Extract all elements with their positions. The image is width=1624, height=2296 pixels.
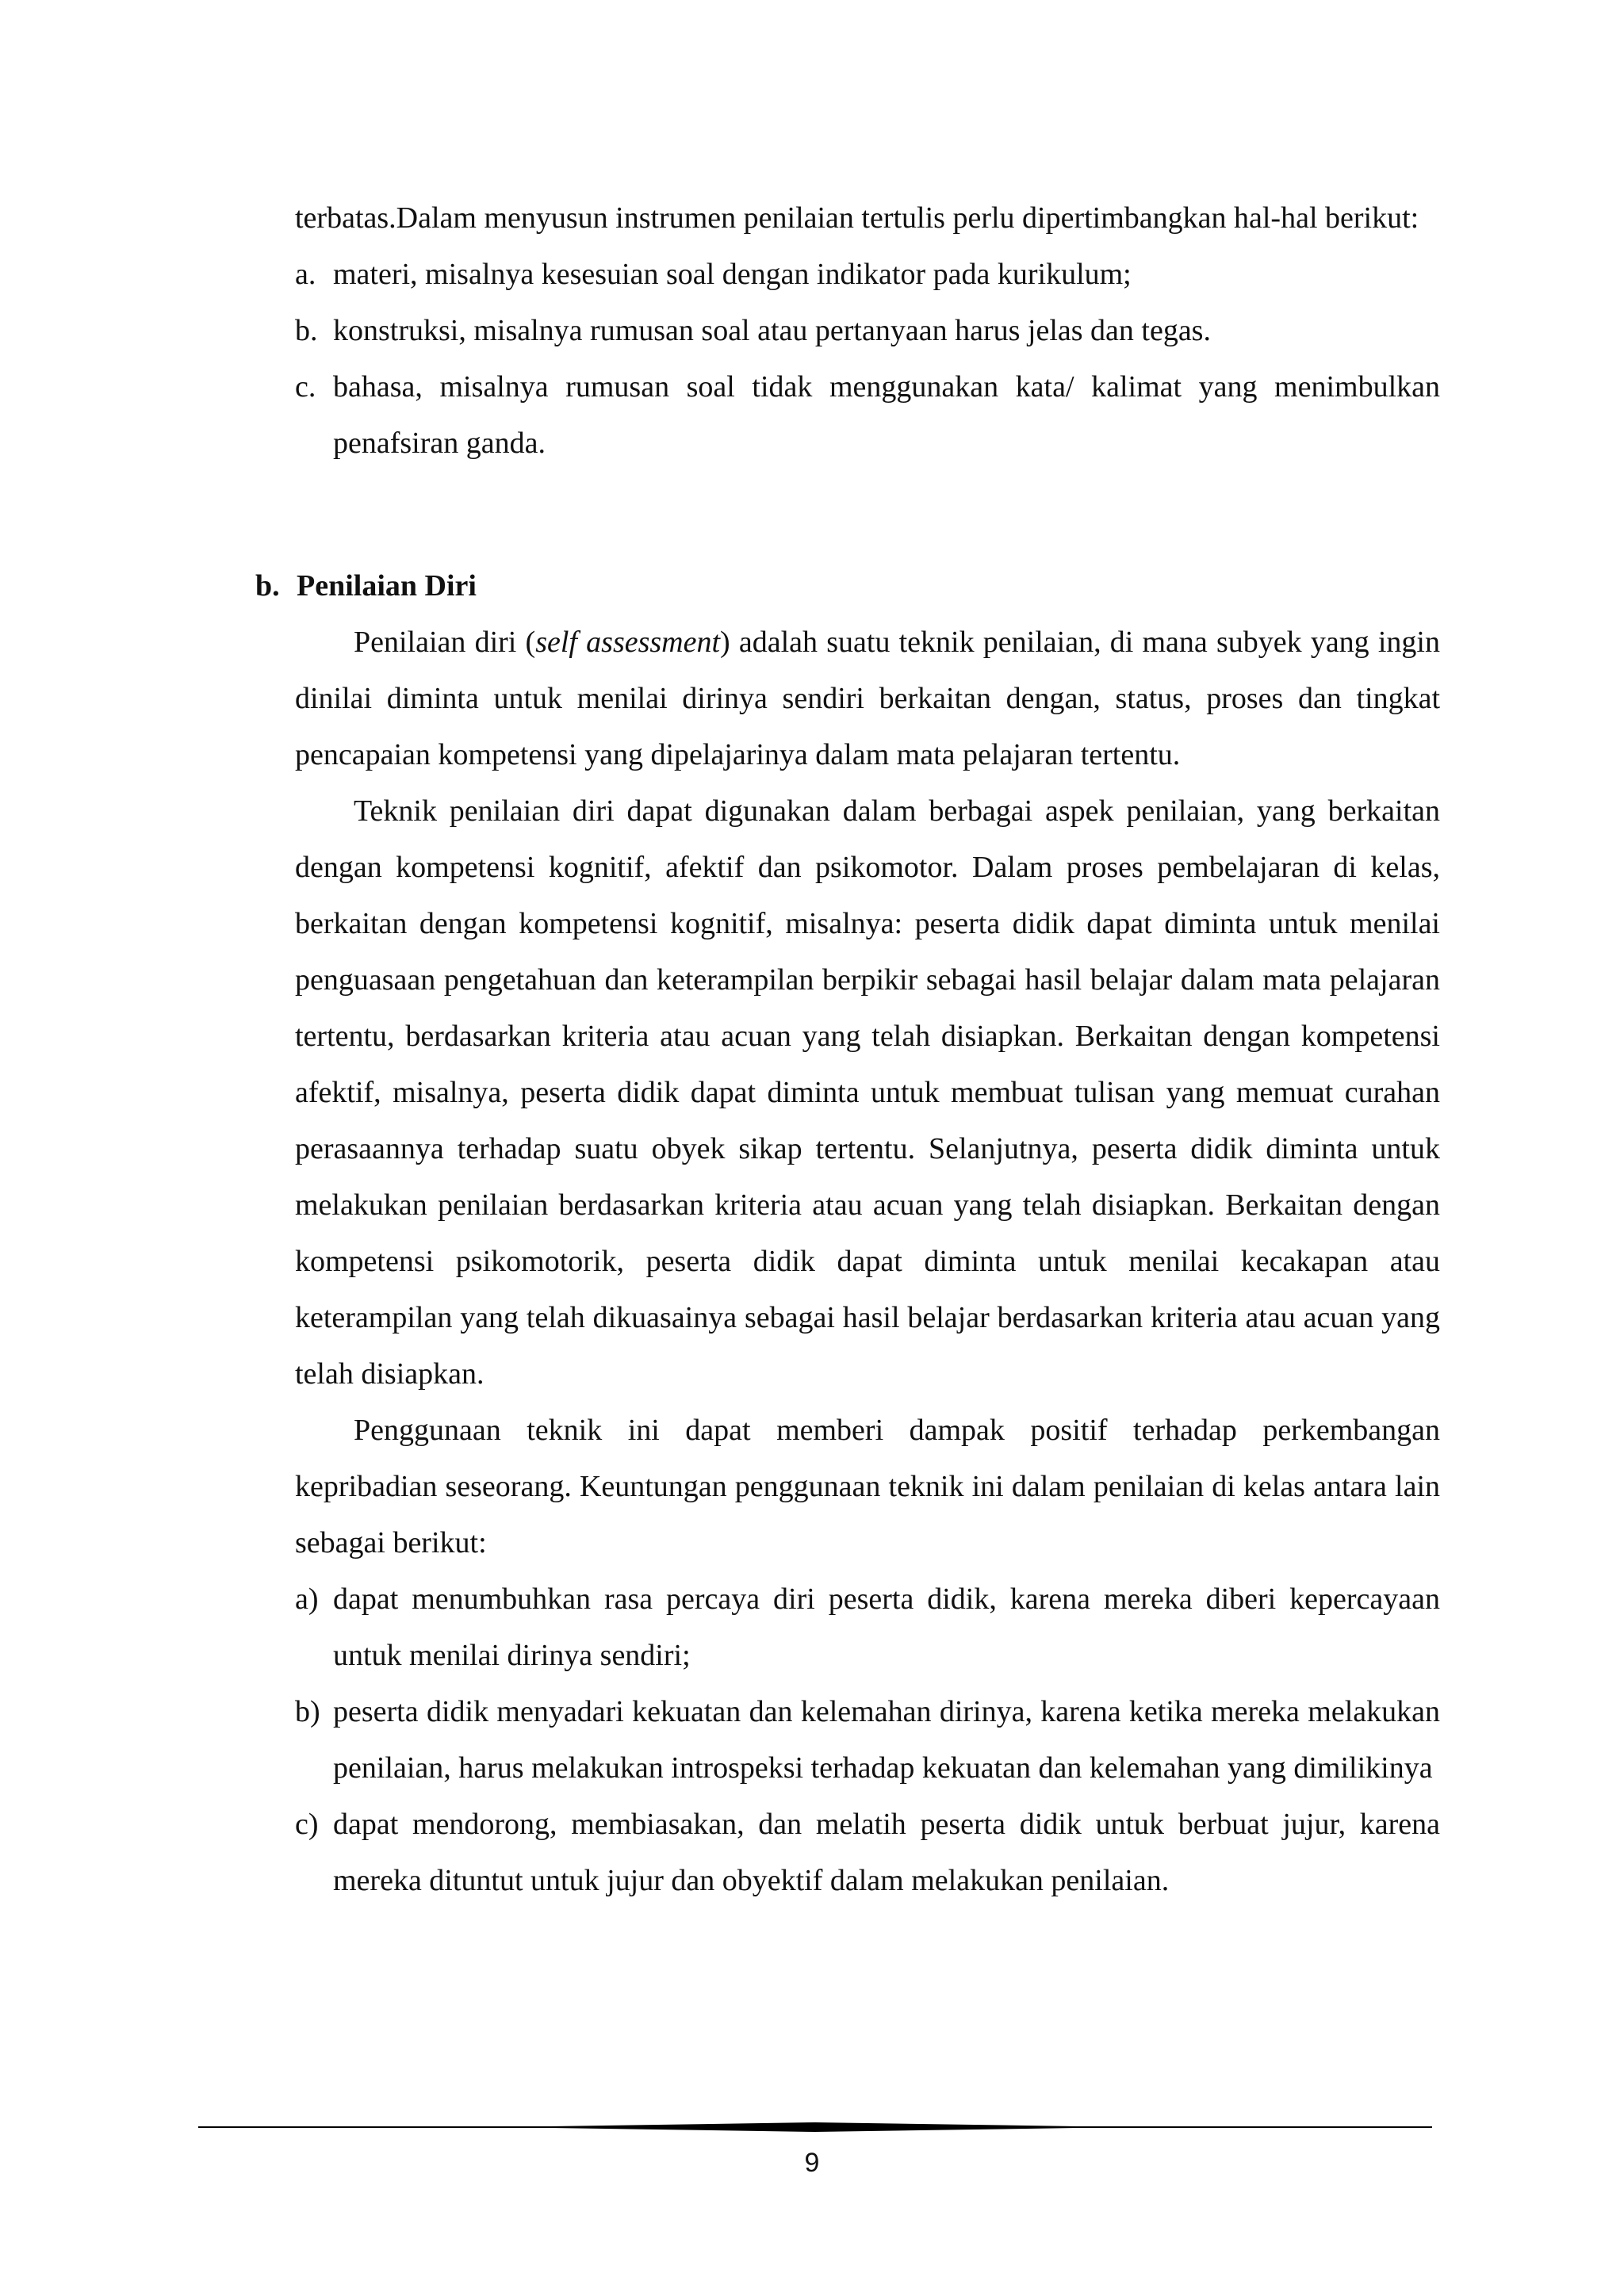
list-marker: b. (295, 314, 318, 347)
list-item (295, 1797, 1440, 1909)
list-item (295, 303, 1440, 359)
list-marker: c) (295, 1808, 319, 1841)
page-number: 9 (804, 2148, 820, 2178)
paragraph-technique: Teknik penilaian diri dapat digunakan dalam berbagai aspek penilaian, yang berkaitan dengan kompetensi kognitif, afektif dan psikomotor. Dalam proses pembelajaran di kelas, berkaitan dengan kompetensi kognitif, misalnya: peserta didik dapat diminta untuk menilai penguasaan pengetahuan dan keterampilan berpikir sebagai hasil belajar dalam mata pelajaran tertentu, berdasarkan kriteria atau acuan yang telah disiapkan. Berkaitan dengan kompetensi afektif, misalnya, peserta didik dapat diminta untuk membuat tulisan yang memuat curahan perasaannya terhadap suatu obyek sikap tertentu. Selanjutnya, peserta didik diminta untuk melakukan penilaian berdasarkan kriteria atau acuan yang telah disiapkan. Berkaitan dengan kompetensi psikomotorik, peserta didik dapat diminta untuk menilai kecakapan atau keterampilan yang telah dikuasainya sebagai hasil belajar berdasarkan kriteria atau acuan yang telah disiapkan. (295, 794, 1440, 1391)
list-item (295, 1571, 1440, 1684)
list-item-text: konstruksi, misalnya rumusan soal atau pertanyaan harus jelas dan tegas. (333, 314, 1211, 347)
list-marker: a. (295, 258, 316, 291)
list-item-text: peserta didik menyadari kekuatan dan kelemahan dirinya, karena ketika mereka melakukan penilaian, harus melakukan introspeksi terhadap kekuatan dan kelemahan yang dimilikinya (333, 1695, 1440, 1785)
list-marker: c. (295, 370, 316, 404)
section-heading (255, 558, 477, 614)
list-marker: b) (295, 1695, 320, 1728)
definition-term-italic: self assessment (535, 626, 721, 659)
definition-text-start: Penilaian diri ( (354, 626, 536, 659)
intro-block (295, 190, 1440, 472)
list-item-text: dapat menumbuhkan rasa percaya diri peserta didik, karena mereka diberi kepercayaan untuk menilai dirinya sendiri; (333, 1582, 1440, 1672)
list-item (295, 1684, 1440, 1797)
intro-paragraph: terbatas.Dalam menyusun instrumen penilaian tertulis perlu dipertimbangkan hal-hal berikut: (295, 201, 1419, 235)
definition-text-end: ) adalah suatu teknik penilaian, di mana subyek yang ingin dinilai diminta untuk menilai dirinya sendiri berkaitan dengan, status, proses dan tingkat pencapaian kompetensi yang dipelajarinya dalam mata pelajaran tertentu. (295, 626, 1440, 771)
list-item (295, 247, 1440, 303)
list-item-text: materi, misalnya kesesuian soal dengan indikator pada kurikulum; (333, 258, 1132, 291)
list-item-text: dapat mendorong, membiasakan, dan melatih peserta didik untuk berbuat jujur, karena mereka dituntut untuk jujur dan obyektif dalam melakukan penilaian. (333, 1808, 1440, 1897)
list-marker: a) (295, 1582, 319, 1616)
list-item-text: bahasa, misalnya rumusan soal tidak menggunakan kata/ kalimat yang menimbulkan penafsiran ganda. (333, 370, 1440, 460)
list-item (295, 359, 1440, 472)
paragraph-definition (295, 614, 1440, 783)
section-title: Penilaian Diri (297, 569, 477, 603)
footer-divider (198, 2122, 1432, 2133)
section-marker: b. (255, 569, 280, 603)
paragraph-benefits-intro: Penggunaan teknik ini dapat memberi dampak positif terhadap perkembangan kepribadian seseorang. Keuntungan penggunaan teknik ini dalam penilaian di kelas antara lain sebagai berikut: (295, 1414, 1440, 1559)
section-body (295, 614, 1440, 1909)
